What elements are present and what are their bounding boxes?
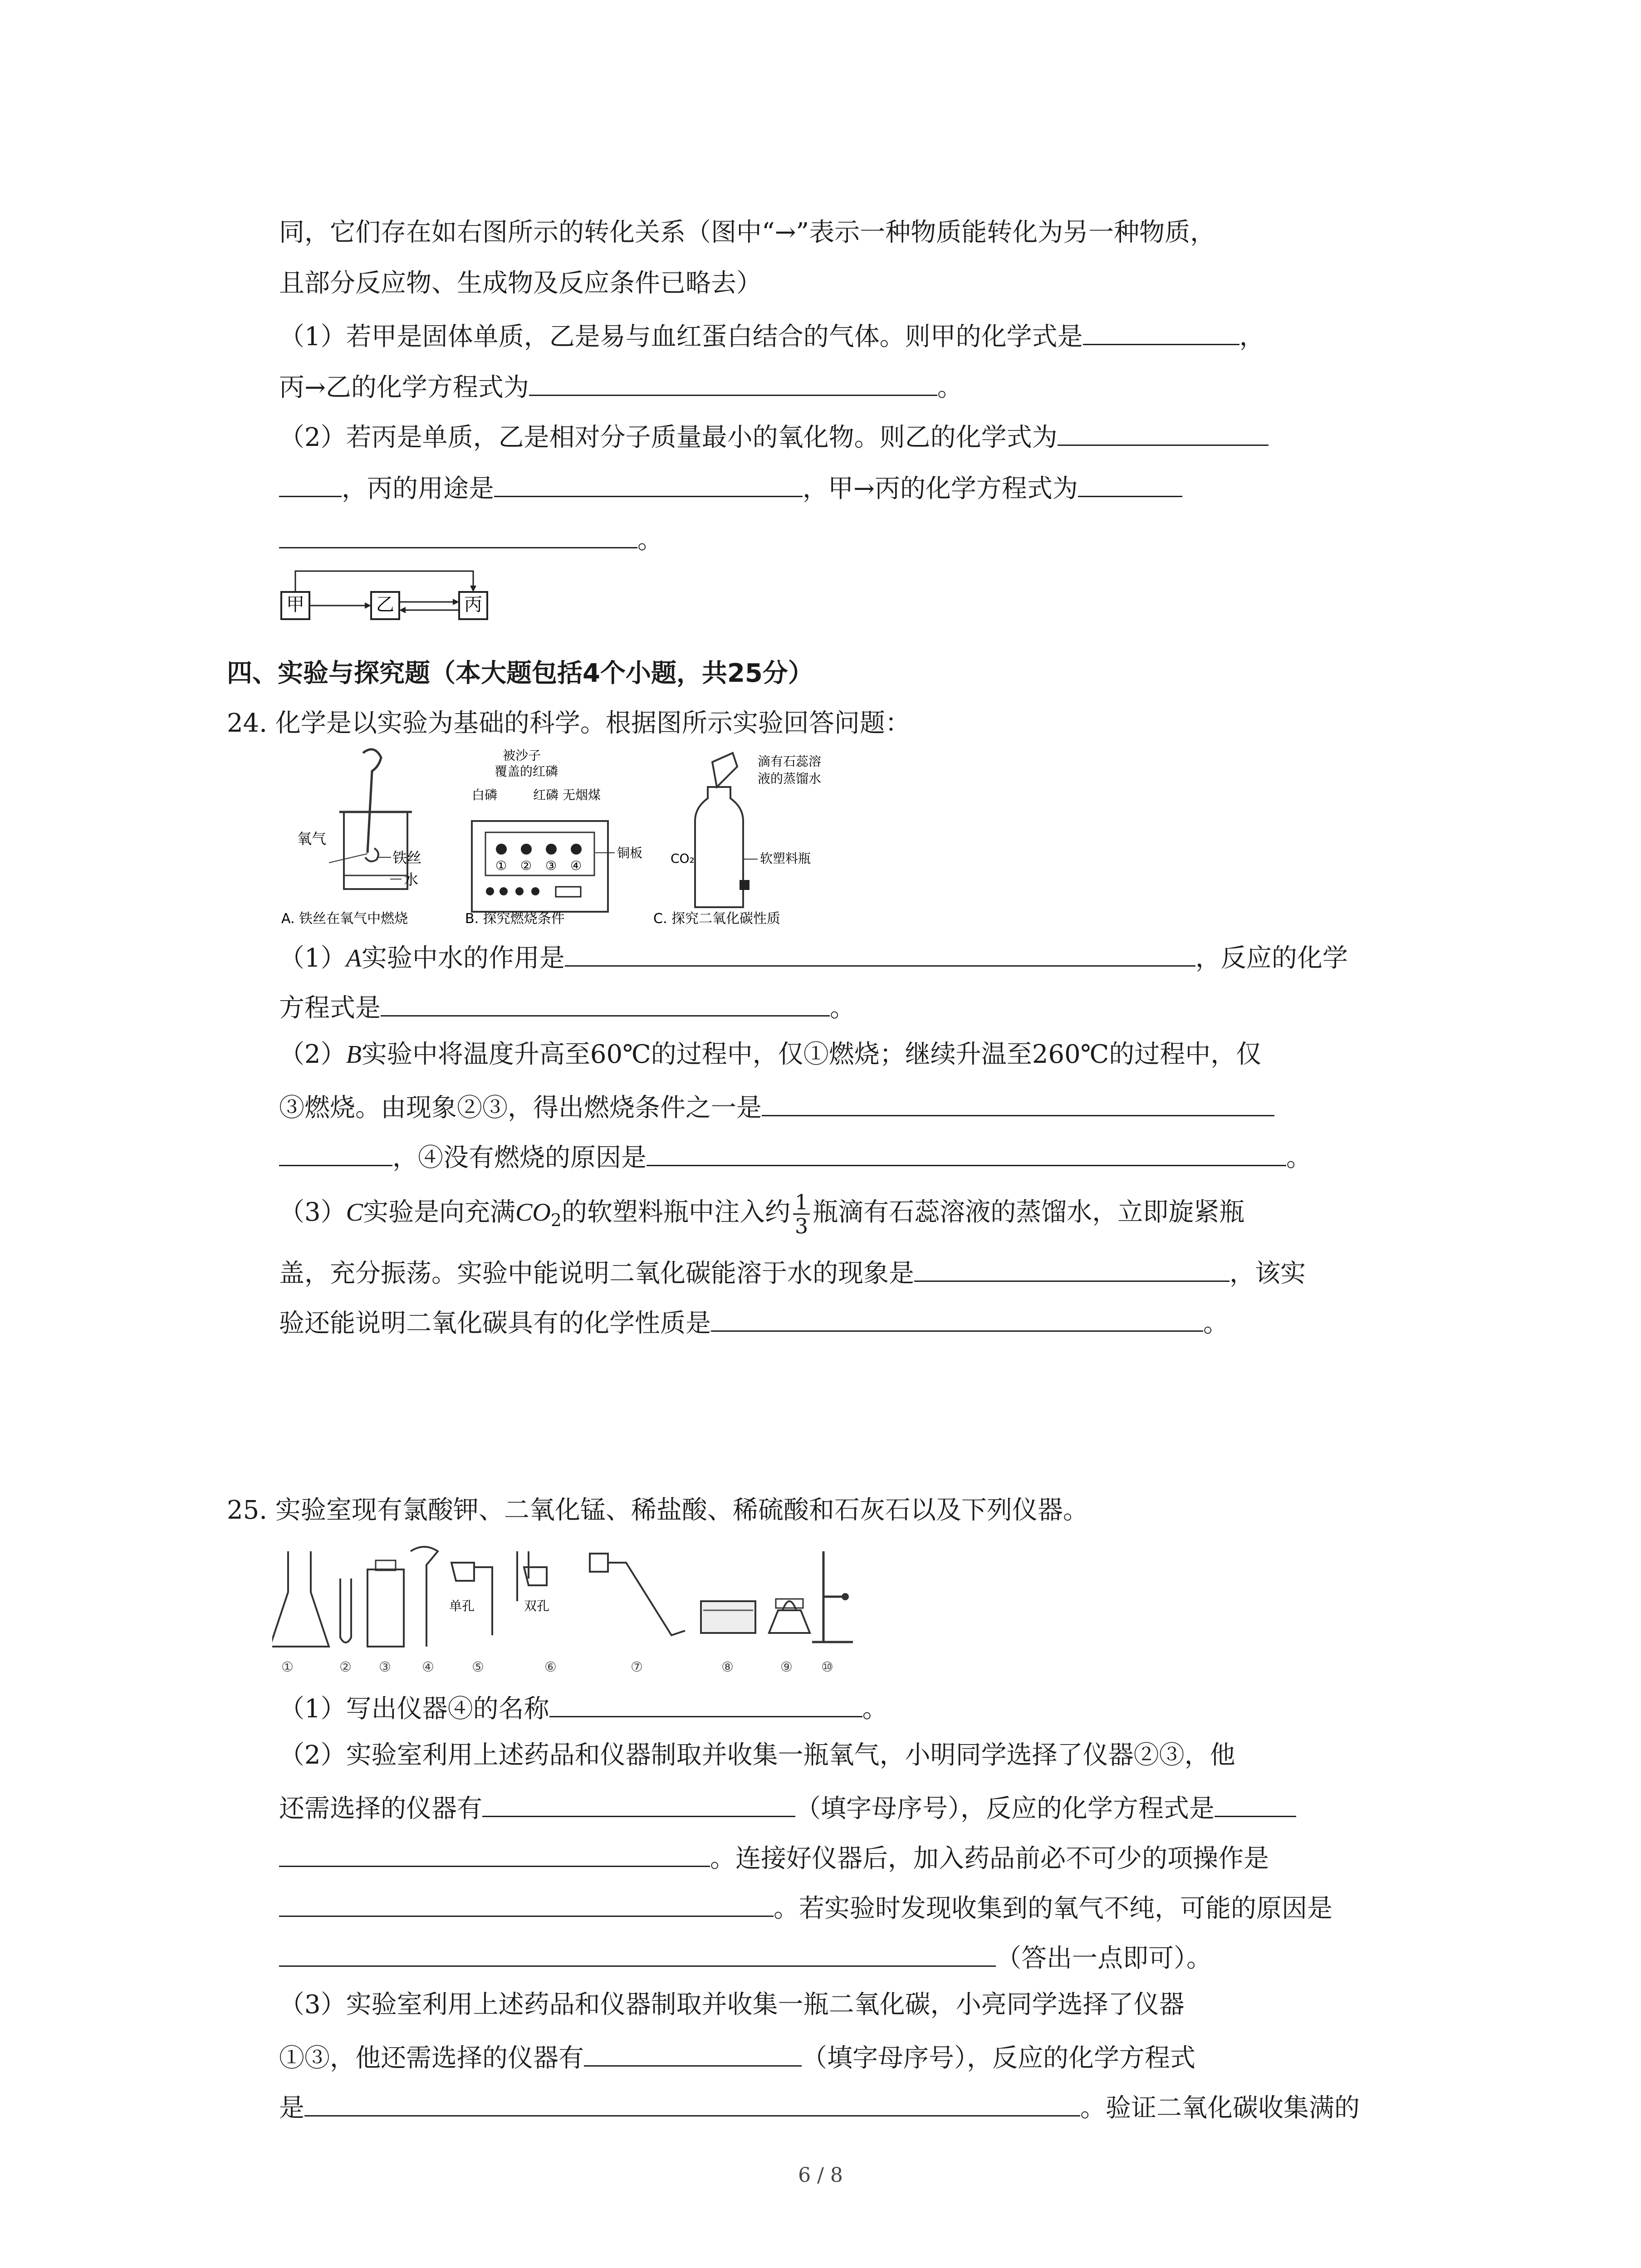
fig-b-red-label: 红磷 — [533, 787, 559, 802]
q24-p2-blank-condition[interactable] — [762, 1089, 1274, 1116]
fig-b-num-2: ② — [520, 858, 532, 873]
instrument-alcohol-lamp — [769, 1610, 810, 1633]
q23-p2-blank-use[interactable] — [494, 469, 803, 497]
fig-c-drop-label1: 滴有石蕊溶 — [758, 754, 822, 769]
q24-p3-text: 实验是向充满 — [363, 1198, 515, 1227]
q24-p3-text4: 盖，充分振荡。实验中能说明二氧化碳能溶于水的现象是 — [279, 1259, 914, 1288]
q24-part2-line3 — [279, 1139, 1312, 1174]
fig-b-plate-label: 铜板 — [617, 846, 643, 860]
q24-part3-line2 — [279, 1254, 1306, 1290]
q23-p2-text2: ，丙的用途是 — [342, 474, 494, 503]
q25-part3-line1: （3）实验室利用上述药品和仪器制取并收集一瓶二氧化碳，小亮同学选择了仪器 — [279, 1990, 1185, 2019]
q24-p2-blank-condition-cont[interactable] — [279, 1139, 392, 1166]
formula-co2: CO — [515, 1198, 551, 1227]
instrument-water-trough — [701, 1601, 755, 1633]
q24-p2-text: 实验中将温度升高至60℃的过程中，仅①燃烧；继续升温至260℃的过程中，仅 — [361, 1040, 1262, 1069]
q23-part1-line2 — [279, 368, 963, 404]
punct: ， — [1239, 322, 1265, 352]
arrow-jia-bing — [295, 571, 473, 592]
q25-p2-blank-operation[interactable] — [279, 1889, 774, 1917]
q25-p3-text: ①③，他还需选择的仪器有 — [279, 2043, 584, 2073]
q23-p2-blank-formula[interactable] — [1058, 418, 1269, 446]
part-number: （1） — [279, 943, 346, 973]
q25-p2-text: 还需选择的仪器有 — [279, 1794, 482, 1823]
q24-p3-text5: ，该实 — [1230, 1259, 1306, 1288]
instr-num-1: ① — [281, 1659, 294, 1675]
q23-p1-blank-formula[interactable] — [1083, 318, 1239, 345]
instrument-single-hole-stopper — [451, 1563, 474, 1581]
q25-instruments-figure — [272, 1542, 862, 1678]
q25-p2-blank-equation-cont[interactable] — [279, 1839, 710, 1867]
fig-c-drop-label2: 液的蒸馏水 — [758, 771, 822, 786]
q24-part2-line2 — [279, 1089, 1274, 1124]
instr-num-7: ⑦ — [631, 1659, 643, 1675]
q23-p2-blank-equation[interactable] — [1078, 469, 1182, 497]
q25-stem: 25. 实验室现有氯酸钾、二氧化锰、稀盐酸、稀硫酸和石灰石以及下列仪器。 — [227, 1496, 1088, 1525]
instr-num-8: ⑧ — [721, 1659, 734, 1675]
q23-transformation-diagram — [277, 565, 499, 624]
fig-b-num-4: ④ — [570, 858, 582, 873]
formula-subscript: 2 — [550, 1210, 562, 1231]
section-heading: 四、实验与探究题（本大题包括4个小题，共25分） — [227, 659, 813, 688]
q23-p1-text: （1）若甲是固体单质，乙是易与血红蛋白结合的气体。则甲的化学式是 — [279, 322, 1083, 352]
q25-part3-line2 — [279, 2039, 1195, 2074]
var-a: A — [346, 944, 362, 973]
fraction-one-third — [793, 1191, 810, 1237]
q24-p3-text6: 验还能说明二氧化碳具有的化学性质是 — [279, 1309, 711, 1338]
fig-b-sand-label: 被沙子 — [503, 748, 541, 763]
arrow-head — [399, 607, 406, 613]
label-double-hole: 双孔 — [524, 1598, 550, 1613]
q24-experiment-figures — [272, 744, 844, 934]
q25-p1-blank-name[interactable] — [549, 1690, 862, 1717]
q24-part1-line1 — [279, 939, 1348, 974]
q23-p2-text: （2）若丙是单质，乙是相对分子质量最小的氧化物。则乙的化学式为 — [279, 423, 1058, 452]
label-single-hole: 单孔 — [449, 1598, 475, 1613]
q23-intro-line2: 且部分反应物、生成物及反应条件已略去） — [279, 269, 762, 298]
figure-c — [653, 753, 821, 927]
instrument-gas-jar — [367, 1569, 404, 1647]
instr-num-4: ④ — [422, 1659, 434, 1675]
q24-part1-line2 — [279, 989, 855, 1024]
q24-part2-line1 — [279, 1039, 1261, 1070]
q25-p3-text2: （填字母序号），反应的化学方程式 — [802, 2043, 1195, 2073]
q25-p2-text5: （答出一点即可）。 — [996, 1944, 1212, 1973]
fig-b-num-3: ③ — [545, 858, 557, 873]
q23-part2-line3 — [279, 521, 663, 556]
q24-p3-blank-property[interactable] — [711, 1304, 1203, 1332]
q23-p1-blank-equation[interactable] — [529, 368, 937, 396]
figure-b — [465, 748, 642, 927]
page-number: 6 / 8 — [798, 2164, 843, 2187]
part-number: （2） — [279, 1040, 346, 1069]
fraction-numerator: 1 — [793, 1191, 810, 1215]
q23-intro-line1: 同，它们存在如右图所示的转化关系（图中“→”表示一种物质能转化为另一种物质， — [279, 218, 1216, 247]
q23-p2-blank-equation-cont[interactable] — [279, 521, 637, 548]
q25-p2-text2: （填字母序号），反应的化学方程式是 — [795, 1794, 1215, 1823]
q25-p3-text3: 是 — [279, 2093, 304, 2123]
q25-part2-line4 — [279, 1889, 1332, 1925]
q24-p2-blank-reason[interactable] — [647, 1139, 1286, 1166]
q25-p2-blank-equation[interactable] — [1215, 1789, 1296, 1817]
fig-b-num-1: ① — [495, 858, 507, 873]
instr-num-3: ③ — [379, 1659, 391, 1675]
var-c: C — [346, 1198, 363, 1227]
fig-a-iron-label: 铁丝 — [392, 849, 422, 866]
fig-c-bottle-label: 软塑料瓶 — [760, 851, 811, 866]
q25-part2-line3 — [279, 1839, 1269, 1875]
q24-stem: 24. 化学是以实验为基础的科学。根据图所示实验回答问题： — [227, 709, 911, 738]
fig-b-sand-label2: 覆盖的红磷 — [495, 764, 558, 779]
punct: 。 — [830, 993, 855, 1023]
var-b: B — [346, 1041, 362, 1069]
part-number: （3） — [279, 1198, 346, 1227]
q23-part2-line1 — [279, 418, 1269, 454]
instr-num-6: ⑥ — [544, 1659, 557, 1675]
q23-part1-line1 — [279, 318, 1265, 353]
fig-c-co2-label: CO₂ — [671, 851, 695, 866]
instr-num-9: ⑨ — [780, 1659, 793, 1675]
arrow-head — [365, 602, 371, 609]
q25-p3-blank-instruments[interactable] — [584, 2039, 802, 2067]
instr-num-2: ② — [339, 1659, 352, 1675]
punct: 。 — [637, 525, 663, 555]
q24-p1-text2: ，反应的化学 — [1195, 943, 1348, 973]
q25-p3-text4: 。验证二氧化碳收集满的 — [1080, 2093, 1360, 2123]
q25-part2-line2 — [279, 1789, 1296, 1825]
instr-num-5: ⑤ — [472, 1659, 484, 1675]
figure-a — [281, 749, 421, 927]
q25-part2-line5 — [279, 1939, 1212, 1975]
q24-part3-line1 — [279, 1191, 1244, 1237]
fig-c-caption: C. 探究二氧化碳性质 — [653, 911, 781, 927]
q23-p1-text2: 丙→乙的化学方程式为 — [279, 373, 529, 402]
q24-p2-text3: ，④没有燃烧的原因是 — [392, 1143, 647, 1173]
arrow-head — [470, 586, 476, 592]
label-yi: 乙 — [376, 594, 394, 615]
q24-p3-blank-phenomenon[interactable] — [914, 1254, 1230, 1282]
q23-p2-text3: ，甲→丙的化学方程式为 — [803, 474, 1078, 503]
q25-p2-blank-impure-reason[interactable] — [279, 1939, 996, 1967]
instr-num-10: ⑩ — [821, 1659, 833, 1675]
q24-p1-blank-equation[interactable] — [381, 989, 830, 1017]
q25-p2-blank-instruments[interactable] — [482, 1789, 795, 1817]
fig-a-caption: A. 铁丝在氧气中燃烧 — [281, 911, 408, 927]
fig-b-caption: B. 探究燃烧条件 — [465, 911, 565, 927]
fig-a-water-label: 水 — [404, 871, 419, 888]
q25-part2-line1: （2）实验室利用上述药品和仪器制取并收集一瓶氧气，小明同学选择了仪器②③，他 — [279, 1740, 1235, 1770]
q23-p2-blank-formula-cont[interactable] — [279, 469, 342, 497]
q25-p3-blank-equation[interactable] — [304, 2089, 1080, 2116]
q24-p3-text2: 的软塑料瓶中注入约 — [561, 1198, 790, 1227]
fig-b-coal-label: 无烟煤 — [563, 787, 601, 802]
arrow-head — [453, 599, 459, 605]
fig-b-white-label: 白磷 — [472, 787, 498, 802]
instrument-long-funnel — [411, 1547, 438, 1647]
q25-part1-line1 — [279, 1690, 888, 1725]
q25-p2-text3: 。连接好仪器后，加入药品前必不可少的项操作是 — [710, 1844, 1269, 1873]
q24-p1-blank-role[interactable] — [565, 939, 1195, 967]
fraction-denominator: 3 — [794, 1214, 808, 1238]
q24-part3-line3 — [279, 1304, 1229, 1339]
instrument-flask — [272, 1551, 329, 1647]
q24-p2-text2: ③燃烧。由现象②③，得出燃烧条件之一是 — [279, 1093, 762, 1123]
q24-p1-text3: 方程式是 — [279, 993, 381, 1023]
q25-p2-text4: 。若实验时发现收集到的氧气不纯，可能的原因是 — [774, 1894, 1332, 1923]
q24-p1-text: 实验中水的作用是 — [361, 943, 565, 973]
label-bing: 丙 — [464, 594, 482, 615]
q23-part2-line2 — [279, 469, 1182, 505]
punct: 。 — [862, 1694, 888, 1724]
punct: 。 — [1203, 1309, 1229, 1338]
q25-part3-line3 — [279, 2089, 1360, 2124]
punct: 。 — [937, 373, 963, 402]
instrument-bent-tube — [590, 1554, 608, 1572]
q25-p1-text: （1）写出仪器④的名称 — [279, 1694, 549, 1724]
fig-a-oxygen-label: 氧气 — [297, 830, 327, 847]
punct: 。 — [1286, 1143, 1312, 1173]
q24-p3-text3: 瓶滴有石蕊溶液的蒸馏水，立即旋紧瓶 — [813, 1198, 1245, 1227]
label-jia: 甲 — [286, 594, 304, 615]
instrument-test-tube — [340, 1579, 351, 1642]
